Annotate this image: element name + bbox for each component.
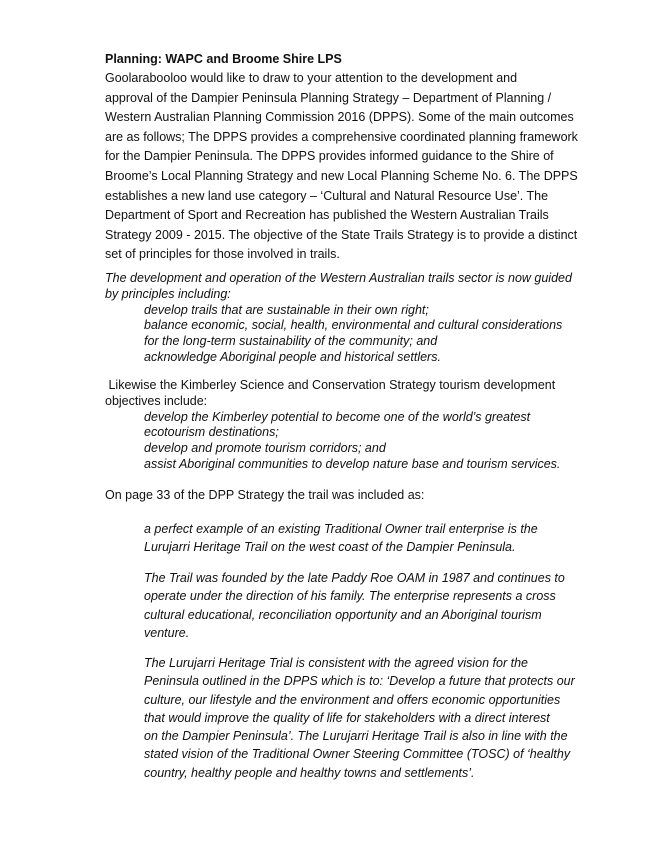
kimberley-objectives-block (105, 378, 560, 473)
quote-line: Peninsula outlined in the DPPS which is to: ‘Develop a future that protects our (144, 674, 575, 689)
kimberley-lead-line: objectives include: (105, 393, 208, 408)
intro-line: for the Dampier Peninsula. The DPPS provides informed guidance to the Shire of (105, 149, 554, 164)
trails-principle: balance economic, social, health, environmental and cultural considerations (144, 318, 563, 333)
quote-trail-vision (144, 654, 575, 782)
kimberley-objective: assist Aboriginal communities to develop nature base and tourism services. (144, 456, 561, 471)
trails-lead-line: by principles including: (105, 286, 231, 301)
quote-line: that would improve the quality of life for stakeholders with a direct interest (144, 710, 550, 725)
quote-line: Lurujarri Heritage Trail on the west coast of the Dampier Peninsula. (144, 540, 516, 555)
trails-lead-line: The development and operation of the Western Australian trails sector is now guided (105, 271, 572, 285)
quote-line: country, healthy people and healthy towns and settlements’. (144, 765, 475, 780)
intro-paragraph (105, 69, 578, 265)
intro-line: are as follows; The DPPS provides a comprehensive coordinated planning framework (105, 129, 578, 144)
kimberley-objective: ecotourism destinations; (144, 425, 279, 440)
quote-line: on the Dampier Peninsula’. The Lurujarri Heritage Trail is also in line with the (144, 729, 568, 744)
intro-line: approval of the Dampier Peninsula Planning Strategy – Department of Planning / (105, 90, 552, 105)
quote-line: a perfect example of an existing Traditional Owner trail enterprise is the (144, 522, 538, 536)
section-heading: Planning: WAPC and Broome Shire LPS (105, 52, 342, 66)
intro-line: Broome’s Local Planning Strategy and new Local Planning Scheme No. 6. The DPPS (105, 168, 578, 183)
quote-trail-founding (144, 569, 564, 642)
intro-line: set of principles for those involved in trails. (105, 247, 340, 262)
kimberley-objective: develop and promote tourism corridors; and (144, 441, 386, 456)
intro-line: Department of Sport and Recreation has published the Western Australian Trails (105, 208, 549, 223)
quote-line: operate under the direction of his family. The enterprise represents a cross (144, 589, 556, 604)
trails-principle: develop trails that are sustainable in their own right; (144, 302, 429, 317)
quote-line: stated vision of the Traditional Owner Steering Committee (TOSC) of ‘healthy (144, 747, 571, 762)
quote-line: culture, our lifestyle and the environment and offers economic opportunities (144, 692, 561, 707)
trails-principles-block (105, 271, 572, 366)
intro-line: Goolarabooloo would like to draw to your attention to the development and (105, 71, 518, 85)
trails-principle: for the long-term sustainability of the community; and (144, 334, 438, 349)
quote-line: The Lurujarri Heritage Trial is consistent with the agreed vision for the (144, 656, 528, 670)
trails-principle: acknowledge Aboriginal people and historical settlers. (144, 349, 441, 364)
quote-line: cultural educational, reconciliation opportunity and an Aboriginal tourism (144, 607, 542, 622)
intro-line: Western Australian Planning Commission 2016 (DPPS). Some of the main outcomes (105, 110, 574, 125)
quote-line: venture. (144, 625, 190, 640)
intro-line: Strategy 2009 - 2015. The objective of the State Trails Strategy is to provide a distinct (105, 227, 578, 242)
quote-trail-example (144, 520, 564, 557)
page33-lead: On page 33 of the DPP Strategy the trail was included as: (105, 488, 425, 502)
intro-line: establishes a new land use category – ‘Cultural and Natural Resource Use’. The (105, 188, 549, 203)
kimberley-objective: develop the Kimberley potential to become one of the world’s greatest (144, 409, 531, 424)
quote-line: The Trail was founded by the late Paddy Roe OAM in 1987 and continues to (144, 571, 565, 585)
kimberley-lead-line: Likewise the Kimberley Science and Conservation Strategy tourism development (105, 378, 556, 392)
